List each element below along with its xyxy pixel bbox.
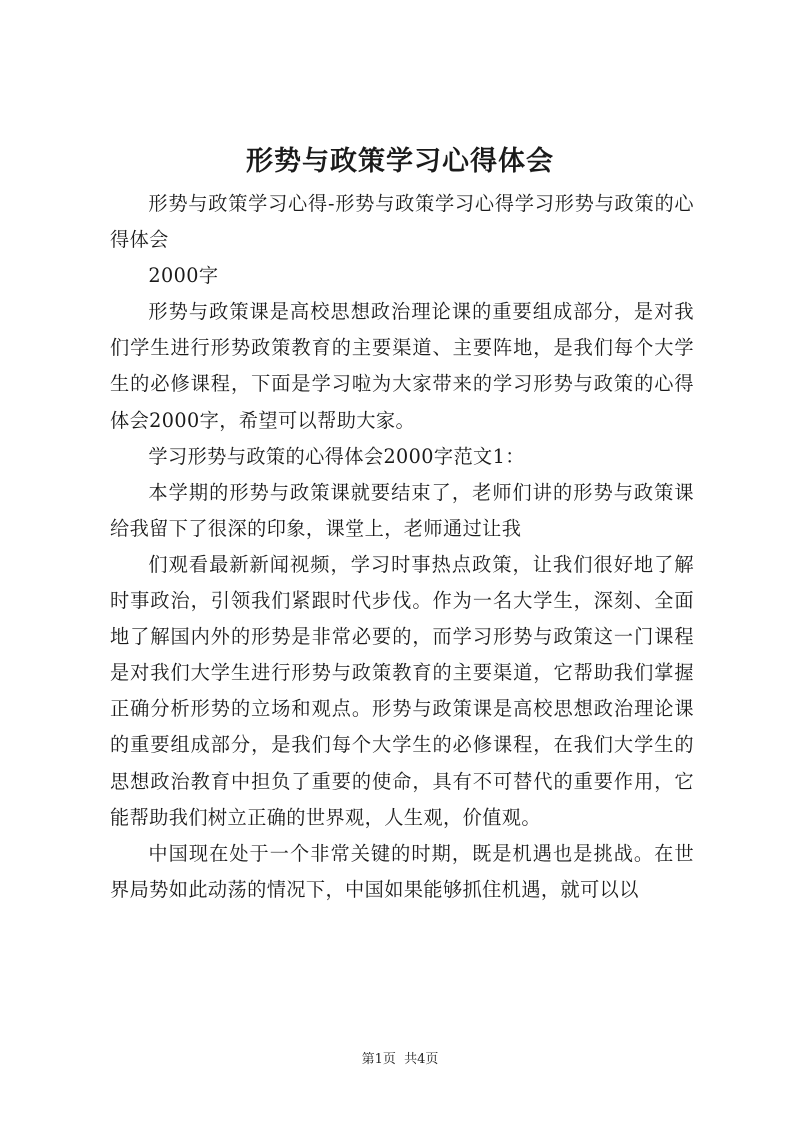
paragraph-body-1: 本学期的形势与政策课就要结束了，老师们讲的形势与政策课给我留下了很深的印象，课堂上，老师通过让我 [110, 480, 694, 540]
document-title: 形势与政策学习心得体会 [246, 146, 554, 177]
page-footer [0, 1050, 800, 1070]
document-body [110, 186, 694, 908]
paragraph-intro: 形势与政策课是高校思想政治理论课的重要组成部分，是对我们学生进行形势政策教育的主要渠道、主要阵地，是我们每个大学生的必修课程，下面是学习啦为大家带来的学习形势与政策的心得体会2000字，希望可以帮助大家。 [110, 300, 694, 432]
paragraph-body-2: 们观看最新新闻视频，学习时事热点政策，让我们很好地了解时事政治，引领我们紧跟时代步伐。作为一名大学生，深刻、全面地了解国内外的形势是非常必要的，而学习形势与政策这一门课程是对我们大学生进行形势与政策教育的主要渠道，它帮助我们掌握正确分析形势的立场和观点。形势与政策课是高校思想政治理论课的重要组成部分，是我们每个大学生的必修课程，在我们大学生的思想政治教育中担负了重要的使命，具有不可替代的重要作用，它能帮助我们树立正确的世界观，人生观，价值观。 [110, 552, 694, 829]
paragraph-sample-heading: 学习形势与政策的心得体会2000字范文1： [148, 444, 525, 468]
page-number: 第1页 [361, 1052, 396, 1067]
paragraph-word-count: 2000字 [148, 264, 219, 288]
paragraph-subtitle: 形势与政策学习心得-形势与政策学习心得学习形势与政策的心得体会 [110, 192, 694, 252]
page-total: 共4页 [404, 1052, 439, 1067]
paragraph-body-3: 中国现在处于一个非常关键的时期，既是机遇也是挑战。在世界局势如此动荡的情况下，中国如果能够抓住机遇，就可以以 [110, 841, 694, 901]
